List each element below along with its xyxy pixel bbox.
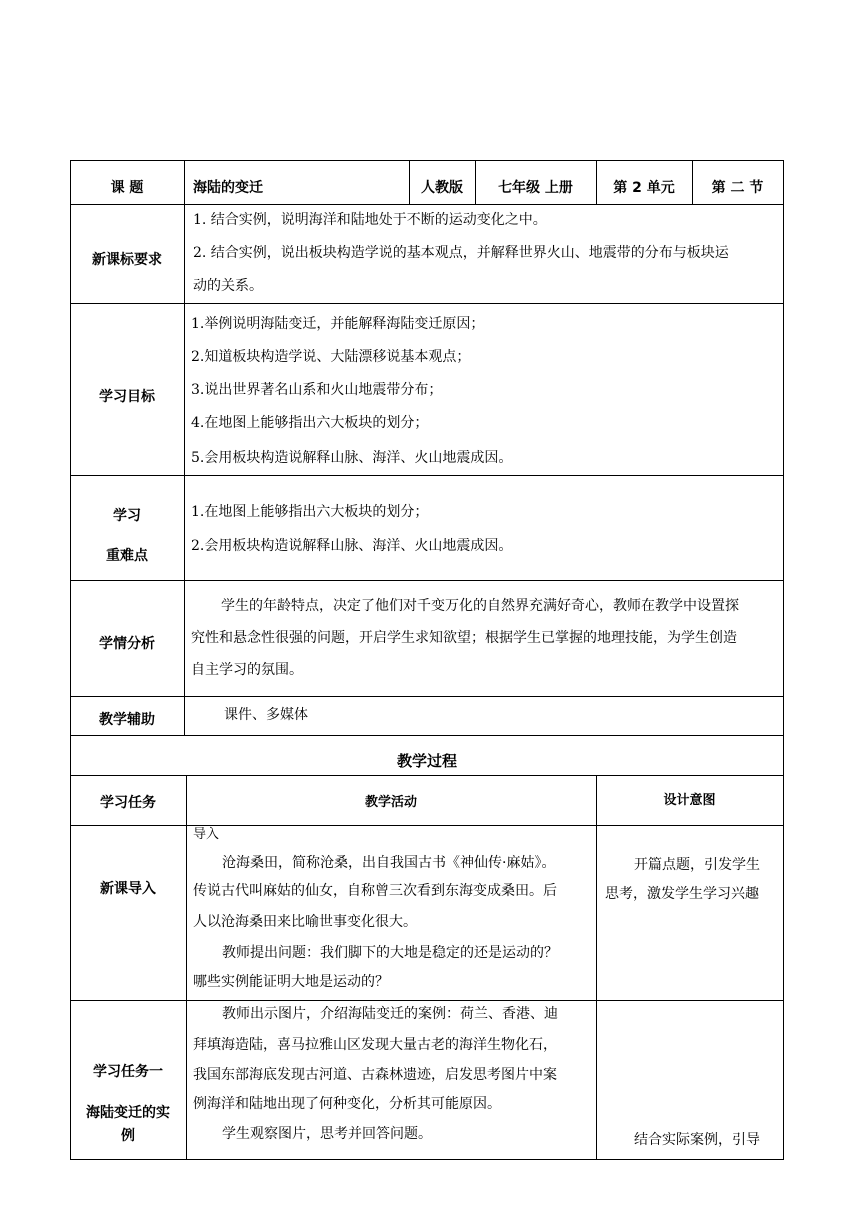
intro-intent-line: 开篇点题，引发学生	[634, 857, 760, 873]
section: 第 二 节	[711, 180, 764, 196]
task1-activity-line: 我国东部海底发现古河道、古森林遗迹，启发思考图片中案	[193, 1067, 557, 1083]
analysis-line-3: 自主学习的氛围。	[191, 662, 303, 678]
topic-label: 课 题	[110, 180, 144, 196]
topic-title: 海陆的变迁	[193, 180, 263, 196]
objective-item: 4.在地图上能够指出六大板块的划分；	[191, 415, 429, 431]
intro-activity-line: 人以沧海桑田来比喻世事变化很大。	[193, 914, 417, 930]
process-title: 教学过程	[396, 752, 457, 770]
curriculum-line-1: 1. 结合实例，说明海洋和陆地处于不断的运动变化之中。	[193, 212, 547, 228]
task1-label-2: 海陆变迁的实	[86, 1105, 170, 1121]
unit: 第 2 单元	[613, 180, 675, 196]
task1-activity-line: 拜填海造陆，喜马拉雅山区发现大量古老的海洋生物化石，	[193, 1037, 557, 1053]
col-intent-header: 设计意图	[663, 793, 716, 808]
task1-label-3: 例	[121, 1128, 135, 1144]
task1-label-1: 学习任务一	[93, 1064, 163, 1080]
objective-item: 5.会用板块构造说解释山脉、海洋、火山地震成因。	[191, 450, 513, 466]
aids-label: 教学辅助	[99, 712, 155, 728]
intro-activity-line: 传说古代叫麻姑的仙女，自称曾三次看到东海变成桑田。后	[193, 883, 557, 899]
curriculum-line-3: 动的关系。	[193, 278, 263, 294]
edition: 人教版	[421, 180, 463, 196]
col-activity-header: 教学活动	[364, 795, 417, 810]
key-point-item: 1.在地图上能够指出六大板块的划分；	[191, 504, 429, 520]
key-points-label-1: 学习	[113, 508, 141, 524]
grade: 七年级 上册	[498, 180, 573, 196]
key-point-item: 2.会用板块构造说解释山脉、海洋、火山地震成因。	[191, 538, 513, 554]
key-points-label-2: 重难点	[106, 548, 148, 564]
objectives-label: 学习目标	[99, 389, 155, 405]
intro-activity-line: 沧海桑田，简称沧桑，出自我国古书《神仙传·麻姑》。	[222, 855, 556, 871]
curriculum-label: 新课标要求	[92, 252, 162, 268]
intro-task: 新课导入	[100, 881, 156, 897]
analysis-line-1: 学生的年龄特点，决定了他们对千变万化的自然界充满好奇心，教师在教学中设置探	[221, 598, 739, 614]
intro-activity-line: 哪些实例能证明大地是运动的？	[193, 974, 389, 990]
task1-activity-line: 例海洋和陆地出现了何种变化，分析其可能原因。	[193, 1096, 501, 1112]
task1-activity-line: 教师出示图片，介绍海陆变迁的案例：荷兰、香港、迪	[222, 1006, 558, 1022]
intro-activity-line: 导入	[193, 827, 220, 842]
task1-activity-line: 学生观察图片，思考并回答问题。	[222, 1126, 432, 1142]
task1-intent: 结合实际案例，引导	[634, 1132, 760, 1148]
analysis-label: 学情分析	[99, 636, 155, 652]
aids-value: 课件、多媒体	[224, 707, 308, 723]
intro-activity-line: 教师提出问题：我们脚下的大地是稳定的还是运动的？	[222, 945, 558, 961]
col-task-header: 学习任务	[100, 795, 156, 811]
objective-item: 2.知道板块构造学说、大陆漂移说基本观点；	[191, 349, 471, 365]
objective-item: 3.说出世界著名山系和火山地震带分布；	[191, 382, 443, 398]
analysis-line-2: 究性和悬念性很强的问题，开启学生求知欲望；根据学生已掌握的地理技能，为学生创造	[191, 630, 737, 646]
objective-item: 1.举例说明海陆变迁，并能解释海陆变迁原因；	[191, 316, 485, 332]
intro-intent-line: 思考，激发学生学习兴趣	[605, 886, 759, 902]
curriculum-line-2: 2. 结合实例，说出板块构造学说的基本观点，并解释世界火山、地震带的分布与板块运	[193, 245, 729, 261]
